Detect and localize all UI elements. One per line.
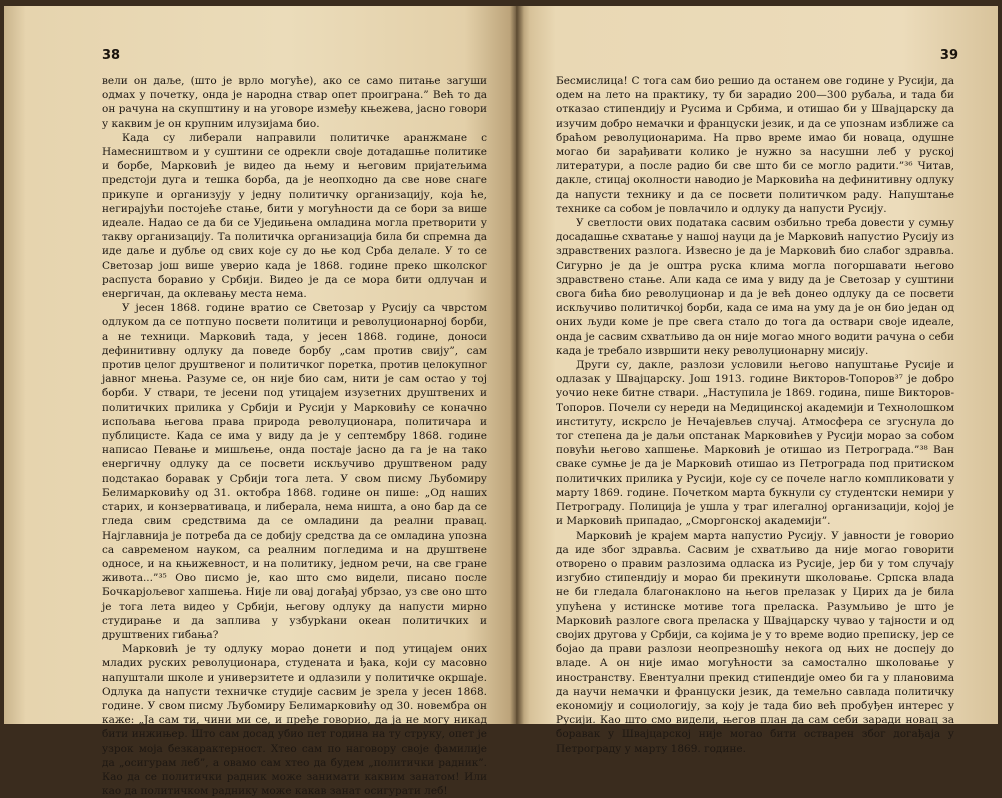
page-number: 39 [939, 48, 958, 63]
page-number: 38 [102, 48, 121, 63]
paragraph: У светлости ових података сасвим озбиљно треба довести у сумњу досадашње схватање у нашој науци да је Марковић напустио Русију из здравствених разлога. Извесно је да је Марковић био слабог здравља. Сигурно је да је оштра руска клима могла погоршавати његово здравствено стање. Али када се има у виду да је Светозар у суштини свога бића био револуционар и да је већ донео одлуку да се посвети искључиво политичкој борби, када се има на уму да је он био један од оних људи коме је пре свега стало до тога да оствари своје идеале, онда је сасвим схватљиво да он није могао много водити рачуна о себи када је требало извршити неку револуционарну мисију. [556, 217, 954, 357]
left-page [4, 6, 516, 798]
paragraph: Марковић је ту одлуку морао донети и под утицајем оних младих руских револуционара, студената и ђака, који су масовно напуштали школе и универзитете и одлазили у политичке окршаје. Одлука да напусти техничке студије сасвим је зрела у јесен 1868. године. У свом писму Љубомиру Белимарковићу од 30. новембра он каже: „Ја сам ти, чини ми се, и пређе говорио, да ја не могу никад бити инжињер. Што сам досад убио пет година на ту струку, опет је узрок моја безкарактерност. Хтео сам по наговору своје фамилије да „осигурам леб”, а овамо сам хтео да будем „политички радник”. Као да се политички радник може занимати каквим занатом! Или као да политичком раднику може какав занат осигурати леб! [102, 643, 487, 798]
paragraph: Када су либерали направили политичке аранжмане с Намесништвом и у суштини се одрекли своје дотадашње политике и борбе, Марковић је видео да њему и његовим пријатељима предстоји дуга и тешка борба, да је неопходно да све нове снаге прикупе и организују у једну политичку организацију, која ће, негирајући постојеће стање, бити у могућности да се бори за више идеале. Надао се да би се Уједињена омладина могла претворити у такву организацију. Та политичка организација била би спремна да иде даље и дубље од свих које су до ње код Срба делале. У то се Светозар још више уверио када је 1868. године преко школског распуста боравио у Србији. Видео је да се мора бити одлучан и енергичан, да оклевању места нема. [102, 131, 487, 301]
body-text [102, 74, 487, 798]
paragraph: вели он даље, (што је врло могуће), ако се само питање загуши одмах у почетку, онда је народна ствар опет проиграна.” Већ то да он рачуна на скупштину и на уговоре између књежева, јасно говори у каквим је он крупним илузијама био. [102, 75, 487, 130]
paragraph: Бесмислица! С тога сам био решио да останем ове године у Русији, да одем на лето на практику, ту би зарадио 200—300 рубаља, и тада би отказао стипендију и Русима и Србима, и отишао би у Швајцарску да изучим добро немачки и француски језик, и да се упознам изближе са браћом револуционарима. На прво време имао би новаца, одушне могао би зарађивати колико је нужно за насушни леб у руској литератури, а после радио би све што би се могло радити.”³⁶ Читав, дакле, стицај околности наводио је Марковића на дефинитивну одлуку да напусти технику и да се посвети политичком раду. Напуштање технике са собом је повлачило и одлуку да напусти Русију. [556, 75, 954, 215]
paragraph: Други су, дакле, разлози условили његово напуштање Русије и одлазак у Швајцарску. Још 1913. године Викторов-Топоров³⁷ је добро уочио неке битне ствари. „Наступила је 1869. година, пише Викторов-Топоров. Почели су нереди на Медицинској академији и Технолошком институту, искрсло је Нечајевљев случај. Атмосфера се згуснула до тог степена да је даљи опстанак Марковићев у Русији морао за собом повући његово хапшење. Марковић је отишао из Петрограда.”³⁸ Ван сваке сумње је да је Марковић отишао из Петрограда под притиском политичких прилика у Русији, које су се почеле нагло компликовати у марту 1869. године. Почетком марта букнули су студентски немири у Петрограду. Полиција је ушла у траг илегалној организацији, којој је и Марковић припадао, „Сморгонској академији”. [556, 359, 954, 528]
right-page [516, 6, 998, 755]
book-gutter [510, 6, 524, 724]
paragraph: У јесен 1868. године вратио се Светозар у Русију са чврстом одлуком да се потпуно посвети политици и револуционарној борби, а не техници. Марковић тада, у јесен 1868. године, доноси дефинитивну одлуку да поведе борбу „сам против свију”, сам против целог друштвеног и политичког поретка, против целокупног јавног мнења. Разуме се, он није био сам, нити је сам остао у тој борби. У ствари, те јесени под утицајем изузетних друштвених и политичких прилика у Србији и Русији у Марковићу се коначно испољава његова права природа револуционара, политичара и публицисте. Када се има у виду да је у септембру 1868. године написао Певање и мишљење, онда постаје јасно да га је на тако енергичну одлуку да се посвети искључиво друштвеном раду подстакао боравак у Србији тога лета. У свом писму Љубомиру Белимарковићу од 31. октобра 1868. године он пише: „Од наших старих, и конзервативаца, и либерала, нема ништа, а оно бар да се гледа свим средствима да се омладини да реални правац. Најглавнија је потреба да се добију средства да се омладина упозна са савременом науком, са реалним погледима и на друштвене односе, и на књижевност, и на политику, једном речи, на све гране живота...”³⁵ Ово писмо је, као што смо видели, писано после Бочкарјољевог хапшења. Није ли овај догађај убрзао, уз све оно што је тога лета видео у Србији, његову одлуку да напусти мирно студирање и да заплива у узбурkани океан политичких и друштвених гибања? [102, 302, 487, 641]
book-spread [4, 6, 998, 798]
paragraph: Марковић је крајем марта напустио Русију. У јавности је говорио да иде због здравља. Сасвим је схватљиво да није могао говорити отворено о правим разлозима одласка из Русије, јер би у том случају изгубио стипендију и морао би прекинути школовање. Српска влада не би гледала благонаклоно на његов прелазак у Цирих да је била упућена у истинске мотиве тога преласка. Разумљиво је што је Марковић разлоге свога преласка у Швајцарску чувао у тајности и од својих другова у Србији, са којима је у то време водио преписку, јер се бојао да прави разлози неопрезношћу некога од њих не доспеју до владе. А он није имао могућности за самостално школовање у иностранству. Евентуални прекид стипендије омео би га у плановима да научи немачки и француски језик, да темељно савлада политичку економију и социологију, за коју је тада био већ пробуђен интерес у Русији. Као што смо видели, његов план да сам себи заради новац за боравак у Швајцарској није могао бити остварен због догађаја у Петрограду у марту 1869. године. [556, 529, 954, 755]
body-text [556, 74, 954, 756]
